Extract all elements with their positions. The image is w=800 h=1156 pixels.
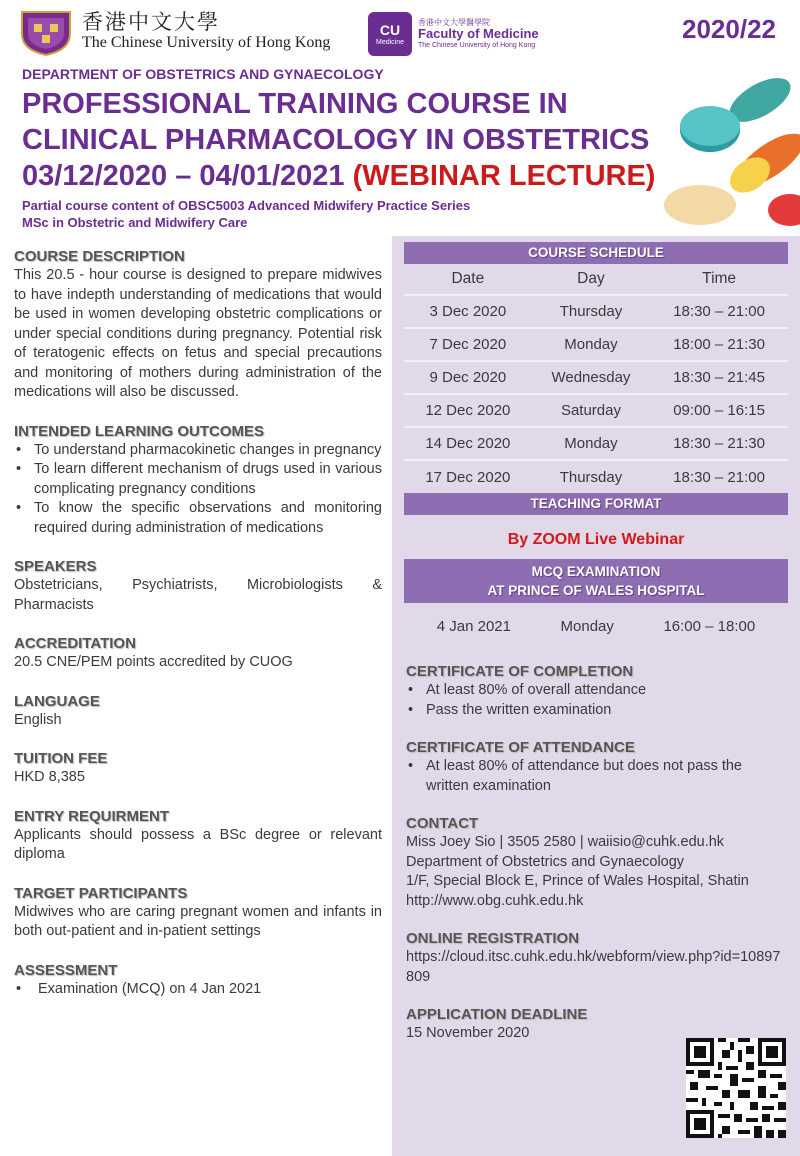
title-line-1: PROFESSIONAL TRAINING COURSE IN: [22, 88, 568, 120]
registration-section: [406, 930, 788, 987]
assessment-heading: ASSESSMENT: [14, 961, 118, 979]
teaching-format-heading: TEACHING FORMAT: [404, 493, 788, 515]
cell-day: Thursday: [532, 295, 651, 328]
table-row: [404, 460, 788, 493]
department-name: DEPARTMENT OF OBSTETRICS AND GYNAECOLOGY: [22, 66, 384, 82]
left-column: [0, 236, 392, 1156]
completion-section: [406, 663, 788, 720]
tuition-fee-text: HKD 8,385: [14, 769, 85, 785]
webinar-label: (WEBINAR LECTURE): [352, 160, 656, 192]
mcq-schedule-row: [404, 618, 788, 635]
cell-day: Thursday: [532, 460, 651, 493]
registration-link[interactable]: https://cloud.itsc.cuhk.edu.hk/webform/view.php?id=10897809: [406, 949, 781, 985]
contact-website-link[interactable]: http://www.obg.cuhk.edu.hk: [406, 892, 584, 909]
faculty-english-name: Faculty of Medicine: [418, 26, 539, 42]
entry-requirement-heading: ENTRY REQUIRMENT: [14, 807, 170, 825]
course-dates: 03/12/2020 – 04/01/2021: [22, 160, 345, 192]
accreditation-text: 20.5 CNE/PEM points accredited by CUOG: [14, 654, 293, 670]
mcq-time: 16:00 – 18:00: [663, 618, 756, 635]
mcq-day: Monday: [560, 618, 614, 635]
application-deadline-text: 15 November 2020: [406, 1025, 530, 1041]
tuition-fee-heading: TUITION FEE: [14, 750, 108, 767]
online-registration-heading: ONLINE REGISTRATION: [406, 930, 580, 947]
outcome-item: • To know the specific observations and monitoring required during administration of medications: [14, 499, 382, 538]
cell-time: 18:30 – 21:30: [650, 427, 788, 460]
contact-address: 1/F, Special Block E, Prince of Wales Hospital, Shatin: [406, 873, 749, 889]
mcq-heading-line-1: MCQ EXAMINATION: [531, 564, 661, 579]
title-line-2: CLINICAL PHARMACOLOGY IN OBSTETRICS: [22, 124, 650, 156]
course-schedule-heading: COURSE SCHEDULE: [404, 242, 788, 264]
title-line-3: [22, 158, 702, 194]
cell-day: Monday: [532, 328, 651, 361]
target-participants-text: Midwives who are caring pregnant women and infants in both out-patient and in-patient settings: [14, 903, 382, 939]
outcome-item: • To understand pharmacokinetic changes in pregnancy: [14, 441, 382, 461]
faculty-chinese-name: 香港中文大學醫學院: [418, 17, 490, 27]
cell-date: 12 Dec 2020: [404, 394, 532, 427]
assessment-item: • Examination (MCQ) on 4 Jan 2021: [14, 980, 382, 1000]
accreditation-heading: ACCREDITATION: [14, 635, 136, 652]
cell-date: 7 Dec 2020: [404, 328, 532, 361]
outcome-item: • To learn different mechanism of drugs used in various complicating pregnancy conditions: [14, 460, 382, 499]
cell-day: Monday: [532, 427, 651, 460]
learning-outcomes-heading: INTENDED LEARNING OUTCOMES: [14, 422, 265, 440]
cell-time: 18:00 – 21:30: [650, 328, 788, 361]
speakers-text: Obstetricians, Psychiatrists, Microbiologists & Pharmacists: [14, 577, 382, 613]
contact-department: Department of Obstetrics and Gynaecology: [406, 853, 685, 870]
cell-time: 18:30 – 21:00: [650, 295, 788, 328]
subtitle-line-1: Partial course content of OBSC5003 Advanced Midwifery Practice Series: [22, 198, 471, 213]
faculty-of-medicine-logo: [368, 12, 539, 56]
cuhk-english-name: The Chinese University of Hong Kong: [82, 33, 331, 51]
column-header-day: Day: [577, 270, 605, 287]
cu-medicine-badge: [368, 12, 412, 56]
cell-day: Saturday: [532, 394, 651, 427]
entry-requirement-text: Applicants should possess a BSc degree or relevant diploma: [14, 826, 382, 862]
attendance-section: [406, 739, 788, 796]
course-title: [22, 86, 702, 194]
cuhk-crest-icon: [18, 8, 74, 54]
target-participants-heading: TARGET PARTICIPANTS: [14, 884, 188, 902]
cuhk-logo: [18, 8, 330, 54]
table-row: [404, 361, 788, 394]
completion-item: • Pass the written examination: [406, 701, 788, 721]
cell-date: 9 Dec 2020: [404, 361, 532, 394]
contact-person: Miss Joey Sio | 3505 2580 | waiisio@cuhk.edu.hk: [406, 834, 725, 850]
mcq-examination-heading: [404, 559, 788, 603]
faculty-university-name: The Chinese University of Hong Kong: [418, 42, 536, 50]
teaching-format-text: By ZOOM Live Webinar: [507, 531, 685, 548]
mcq-heading-line-2: AT PRINCE OF WALES HOSPITAL: [487, 583, 705, 598]
attendance-item: • At least 80% of attendance but does not pass the written examination: [406, 757, 788, 796]
year-label: 2020/22: [682, 14, 776, 44]
speakers-heading: SPEAKERS: [14, 558, 97, 575]
contact-section: [406, 815, 788, 911]
subtitle: [22, 197, 470, 231]
cell-time: 09:00 – 16:15: [650, 394, 788, 427]
completion-item: • At least 80% of overall attendance: [406, 681, 788, 701]
table-row: [404, 295, 788, 328]
cell-day: Wednesday: [532, 361, 651, 394]
header: [0, 0, 800, 236]
column-header-time: Time: [702, 270, 737, 287]
course-description-text: This 20.5 - hour course is designed to prepare midwives to have indepth understanding of medications that would be used in women developing obstetric complications or under special conditions during pregnancy. Potential risk of teratogenic effects on fetus and special precautions and monitoring of mothers during administration of the medications will also be discussed.: [14, 267, 382, 400]
cell-date: 17 Dec 2020: [404, 460, 532, 493]
language-heading: LANGUAGE: [14, 692, 100, 710]
cuhk-chinese-name: 香港中文大學: [82, 9, 220, 34]
mcq-date: 4 Jan 2021: [436, 618, 511, 635]
cell-time: 18:30 – 21:00: [650, 460, 788, 493]
contact-heading: CONTACT: [406, 815, 479, 832]
column-header-date: Date: [451, 270, 485, 287]
certificate-completion-heading: CERTIFICATE OF COMPLETION: [406, 663, 634, 680]
qr-code-icon[interactable]: [686, 1038, 786, 1138]
language-text: English: [14, 711, 62, 728]
cell-date: 3 Dec 2020: [404, 295, 532, 328]
badge-text: CU: [379, 21, 401, 38]
badge-subtext: Medicine: [375, 38, 404, 46]
application-deadline-heading: APPLICATION DEADLINE: [406, 1006, 588, 1023]
cell-time: 18:30 – 21:45: [650, 361, 788, 394]
certificate-attendance-heading: CERTIFICATE OF ATTENDANCE: [406, 739, 635, 756]
table-row: [404, 328, 788, 361]
cell-date: 14 Dec 2020: [404, 427, 532, 460]
course-description-heading: COURSE DESCRIPTION: [14, 248, 185, 265]
schedule-table: [404, 264, 788, 493]
table-row: [404, 394, 788, 427]
right-column: [392, 236, 800, 1156]
subtitle-line-2: MSc in Obstetric and Midwifery Care: [22, 215, 248, 230]
table-row: [404, 427, 788, 460]
